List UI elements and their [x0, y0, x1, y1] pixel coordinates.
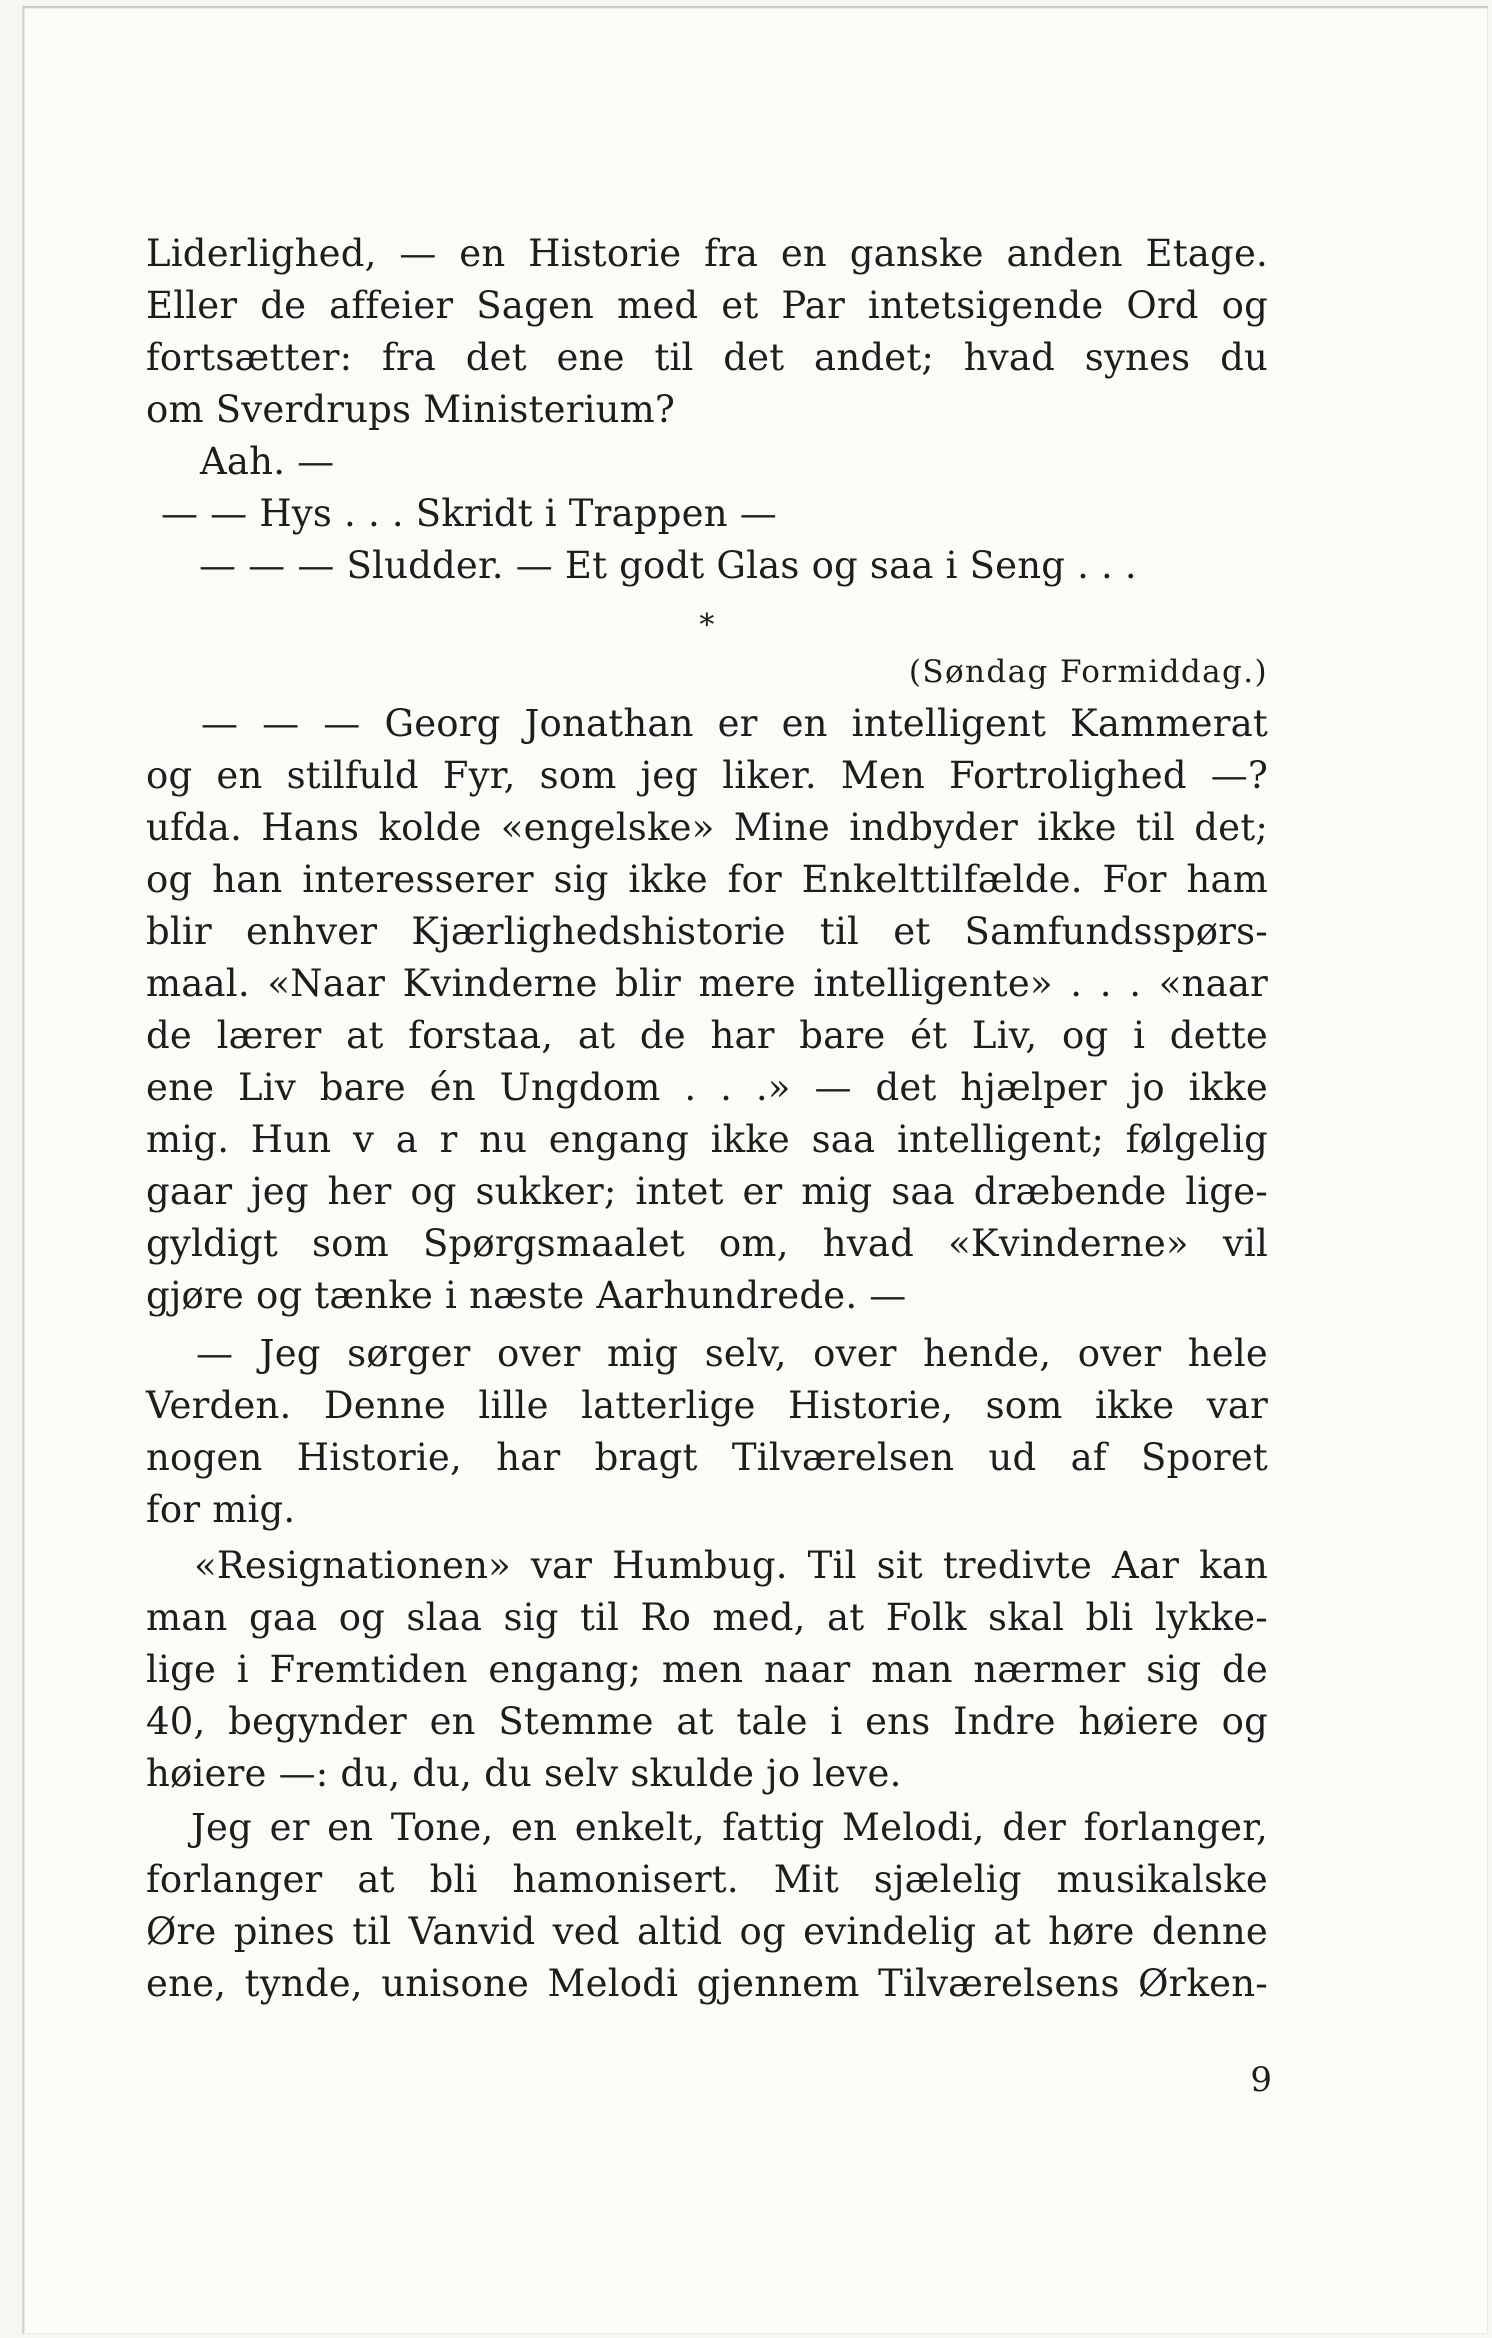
page-number: 9: [1250, 2060, 1272, 2100]
text-line: om Sverdrups Ministerium?: [146, 388, 675, 431]
dateline: (Søndag Formiddag.): [908, 654, 1268, 690]
text-line: lige i Fremtiden engang; men naar man nærmer sig de: [146, 1648, 1268, 1691]
text-line: Liderlighed, — en Historie fra en ganske anden Etage.: [146, 232, 1268, 275]
text-line: nogen Historie, har bragt Tilværelsen ud af Sporet: [146, 1436, 1268, 1479]
book-page: [22, 6, 1488, 2334]
text-line: Eller de affeier Sagen med et Par intetsigende Ord og: [146, 284, 1268, 327]
text-line: Øre pines til Vanvid ved altid og evindelig at høre denne: [146, 1910, 1268, 1953]
text-line: Aah. —: [200, 440, 335, 483]
text-line: — Jeg sørger over mig selv, over hende, over hele: [196, 1332, 1268, 1375]
text-line: mig. Hun v a r nu engang ikke saa intelligent; følgelig: [146, 1118, 1268, 1161]
section-break-asterisk: *: [699, 608, 715, 643]
text-line: — — — Sludder. — Et godt Glas og saa i Seng . . .: [199, 544, 1137, 587]
text-line: gjøre og tænke i næste Aarhundrede. —: [146, 1274, 907, 1317]
text-line: ufda. Hans kolde «engelske» Mine indbyder ikke til det;: [146, 806, 1268, 849]
text-line: fortsætter: fra det ene til det andet; hvad synes du: [146, 336, 1268, 379]
text-line: og han interesserer sig ikke for Enkelttilfælde. For ham: [146, 858, 1268, 901]
text-line: «Resignationen» var Humbug. Til sit tredivte Aar kan: [194, 1544, 1268, 1587]
text-line: høiere —: du, du, du selv skulde jo leve.: [146, 1752, 902, 1795]
text-line: man gaa og slaa sig til Ro med, at Folk skal bli lykke-: [146, 1596, 1268, 1639]
text-line: maal. «Naar Kvinderne blir mere intelligente» . . . «naar: [146, 962, 1268, 1005]
text-line: — — Hys . . . Skridt i Trappen —: [161, 492, 777, 535]
text-line: for mig.: [146, 1488, 296, 1531]
text-line: blir enhver Kjærlighedshistorie til et Samfundsspørs-: [146, 910, 1268, 953]
text-line: gaar jeg her og sukker; intet er mig saa dræbende lige-: [146, 1170, 1268, 1213]
text-line: gyldigt som Spørgsmaalet om, hvad «Kvinderne» vil: [146, 1222, 1268, 1265]
text-line: 40, begynder en Stemme at tale i ens Indre høiere og: [146, 1700, 1268, 1743]
text-line: ene, tynde, unisone Melodi gjennem Tilværelsens Ørken-: [146, 1962, 1268, 2005]
text-line: ene Liv bare én Ungdom . . .» — det hjælper jo ikke: [146, 1066, 1268, 1109]
text-line: forlanger at bli hamonisert. Mit sjælelig musikalske: [146, 1858, 1268, 1901]
text-line: de lærer at forstaa, at de har bare ét Liv, og i dette: [146, 1014, 1268, 1057]
text-line: Jeg er en Tone, en enkelt, fattig Melodi, der forlanger,: [191, 1806, 1268, 1849]
text-line: og en stilfuld Fyr, som jeg liker. Men Fortrolighed —?: [146, 754, 1268, 797]
text-line: Verden. Denne lille latterlige Historie, som ikke var: [146, 1384, 1268, 1427]
text-line: — — — Georg Jonathan er en intelligent Kammerat: [201, 702, 1268, 745]
